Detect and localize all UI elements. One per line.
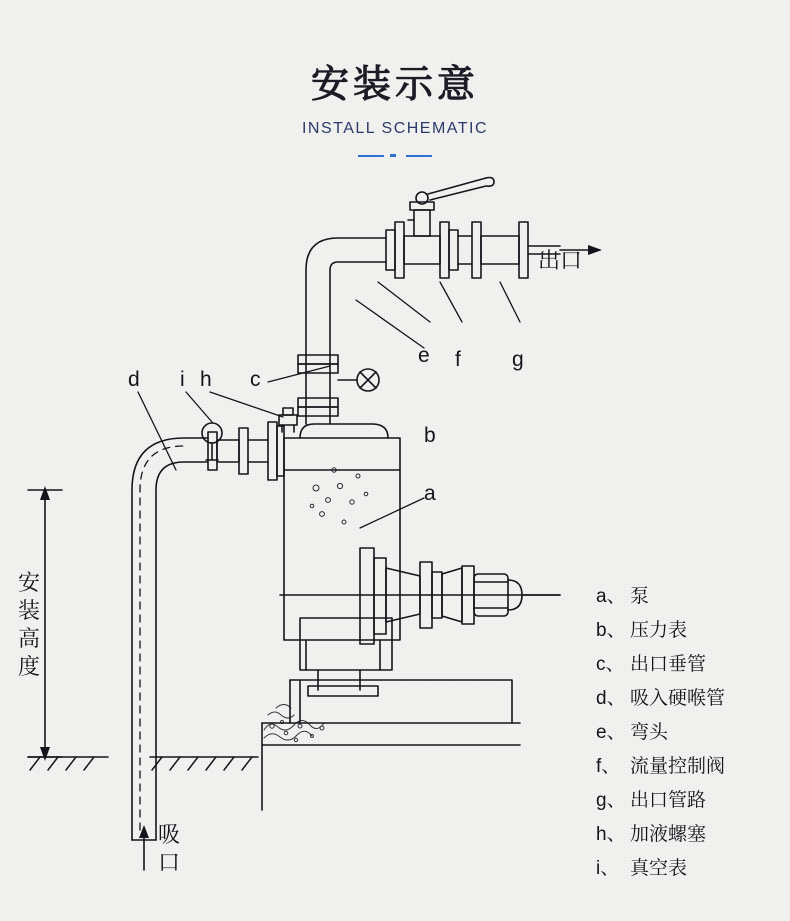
outlet-label: 出口 <box>538 248 583 273</box>
legend-key: a、 <box>596 586 626 607</box>
legend-label: 弯头 <box>630 722 669 743</box>
legend-key: h、 <box>596 824 626 845</box>
list-item <box>596 784 786 818</box>
legend-label: 加液螺塞 <box>630 824 707 845</box>
legend-key: g、 <box>596 790 626 811</box>
list-item <box>596 852 786 886</box>
legend-label: 压力表 <box>630 620 688 641</box>
suction-label-line2: 口 <box>158 850 181 875</box>
legend-key: b、 <box>596 620 626 641</box>
list-item <box>596 682 786 716</box>
page-title: 安装示意 <box>310 64 479 106</box>
legend-key: c、 <box>596 654 625 675</box>
callout-g: g <box>512 348 524 371</box>
pump-shaft-assembly <box>280 548 560 644</box>
vacuum-gauge <box>202 423 222 460</box>
page-subtitle: INSTALL SCHEMATIC <box>301 120 489 137</box>
divider-center-dot <box>390 154 396 157</box>
outlet-vertical-pipe <box>298 238 386 424</box>
suction-arrow <box>139 825 149 870</box>
list-item <box>596 750 786 784</box>
outlet-horizontal-assembly <box>386 222 560 278</box>
list-item <box>596 818 786 852</box>
callout-b: b <box>424 424 436 447</box>
install-height-label-c3: 高 <box>18 626 41 651</box>
legend-label: 真空表 <box>630 858 688 879</box>
title-block <box>0 62 790 157</box>
callout-a: a <box>424 482 436 505</box>
list-item <box>596 614 786 648</box>
list-item <box>596 580 786 614</box>
install-height-label-c4: 度 <box>18 654 41 679</box>
legend-label: 出口管路 <box>630 790 707 811</box>
foundation-block <box>262 680 520 810</box>
callout-e: e <box>418 344 430 367</box>
suction-flange-assembly <box>208 422 284 480</box>
install-height-dimension <box>28 486 62 761</box>
install-height-label-c1: 安 <box>18 570 41 595</box>
callout-c: c <box>250 368 261 391</box>
pump-body <box>284 424 400 696</box>
suction-label-line1: 吸 <box>158 822 181 847</box>
divider-right-segment <box>406 155 432 157</box>
callout-f: f <box>455 348 461 371</box>
legend-key: e、 <box>596 722 626 743</box>
water-surface-hatching <box>28 757 258 770</box>
callout-i: i <box>180 368 185 391</box>
divider-left-segment <box>358 155 384 157</box>
filling-plug <box>279 408 297 432</box>
legend-key: f、 <box>596 756 621 777</box>
callout-leader-lines <box>138 282 520 528</box>
pump-priming-bubbles <box>310 468 368 524</box>
list-item <box>596 648 786 682</box>
legend-label: 出口垂管 <box>630 654 707 675</box>
legend-label: 吸入硬喉管 <box>630 688 726 709</box>
legend-label: 泵 <box>630 586 650 607</box>
install-height-label-c2: 装 <box>18 598 41 623</box>
title-divider <box>358 154 432 157</box>
pressure-gauge <box>338 369 379 391</box>
list-item <box>596 716 786 750</box>
suction-hard-pipe <box>132 438 208 840</box>
legend-key: d、 <box>596 688 626 709</box>
callout-h: h <box>200 368 212 391</box>
legend-label: 流量控制阀 <box>630 756 726 777</box>
legend-list <box>596 580 786 886</box>
callout-d: d <box>128 368 140 391</box>
legend-key: i、 <box>596 858 620 879</box>
